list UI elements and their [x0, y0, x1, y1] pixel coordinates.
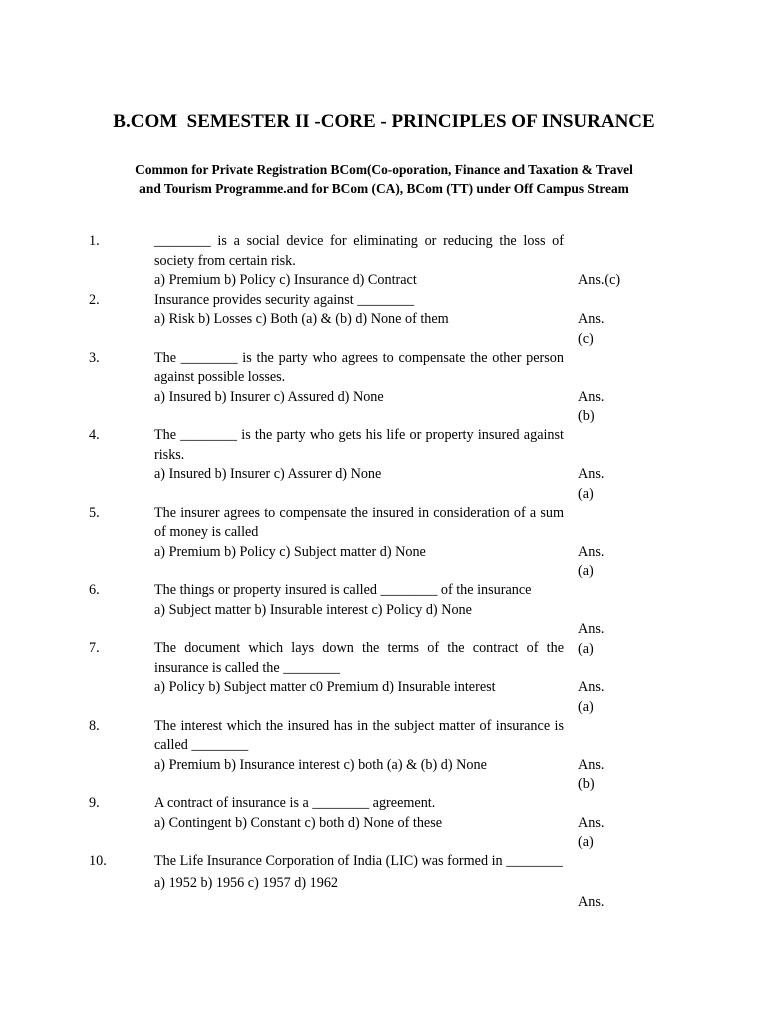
- question-stem: The Life Insurance Corporation of India (LIC) was formed in ________: [154, 853, 563, 869]
- question-stem: The document which lays down the terms of the contract of the insurance is called the ________: [154, 640, 564, 676]
- answer-value: (a): [578, 485, 594, 502]
- question-body: [154, 639, 564, 698]
- question-item: [0, 794, 768, 850]
- question-item: [0, 581, 768, 657]
- answer: [578, 893, 638, 913]
- question-options: a) Premium b) Insurance interest c) both (a) & (b) d) None: [154, 756, 487, 773]
- question-body: [154, 232, 564, 291]
- question-body: [154, 426, 564, 485]
- question-options: a) 1952 b) 1956 c) 1957 d) 1962: [154, 874, 339, 891]
- answer: [578, 678, 638, 717]
- question-stem: A contract of insurance is a ________ agreement.: [154, 795, 436, 811]
- question-number: 7.: [89, 640, 100, 656]
- question-number: 3.: [89, 349, 100, 366]
- page-title: B.COM SEMESTER II -CORE - PRINCIPLES OF INSURANCE: [113, 111, 655, 132]
- answer-label: Ans.: [578, 466, 605, 482]
- question-stem: The things or property insured is called ________ of the insurance: [154, 582, 532, 598]
- question-list: [0, 232, 768, 910]
- answer-label: Ans.: [578, 621, 605, 637]
- question-body: [154, 794, 564, 833]
- answer-label: Ans.: [578, 311, 605, 327]
- question-body: [154, 717, 564, 776]
- question-body: [154, 291, 564, 330]
- question-item: [0, 639, 768, 715]
- answer-label: Ans.: [578, 814, 605, 831]
- question-stem: The interest which the insured has in the subject matter of insurance is called ________: [154, 717, 564, 753]
- question-item: [0, 232, 768, 291]
- question-body: [154, 504, 564, 563]
- question-stem: ________ is a social device for eliminating or reducing the loss of society from certain risk.: [154, 233, 564, 269]
- answer-label: Ans.: [578, 388, 605, 405]
- question-stem: The ________ is the party who agrees to compensate the other person against possible losses.: [154, 349, 564, 385]
- question-number: 9.: [89, 795, 100, 811]
- answer-label: Ans.: [578, 756, 605, 773]
- answer-label: Ans.(c): [578, 272, 621, 288]
- subtitle-line: Common for Private Registration BCom(Co-oporation, Finance and Taxation & Travel: [135, 162, 633, 177]
- question-item: [0, 504, 768, 579]
- question-number: 2.: [89, 291, 100, 308]
- question-body: [154, 581, 564, 620]
- question-number: 1.: [89, 233, 100, 249]
- answer: [578, 814, 638, 853]
- answer: [578, 756, 638, 795]
- subtitle-line: and Tourism Programme.and for BCom (CA), BCom (TT) under Off Campus Stream: [139, 181, 629, 196]
- question-item: [0, 426, 768, 502]
- answer: [578, 465, 638, 504]
- question-body: [154, 349, 564, 408]
- question-item: [0, 717, 768, 792]
- answer-label: Ans.: [578, 894, 605, 910]
- question-item: [0, 852, 768, 910]
- question-stem: Insurance provides security against ________: [154, 291, 415, 308]
- answer: [578, 310, 638, 349]
- question-options: a) Subject matter b) Insurable interest c) Policy d) None: [154, 601, 472, 618]
- answer-value: (a): [578, 563, 594, 579]
- answer-value: (a): [578, 640, 594, 657]
- question-item: [0, 291, 768, 347]
- question-stem: The ________ is the party who gets his life or property insured against risks.: [154, 427, 564, 463]
- answer: [578, 271, 638, 291]
- question-number: 4.: [89, 427, 100, 443]
- answer-value: (b): [578, 408, 595, 424]
- answer: [578, 388, 638, 427]
- question-body: [154, 852, 564, 893]
- question-item: [0, 349, 768, 424]
- question-options: a) Premium b) Policy c) Insurance d) Contract: [154, 272, 417, 288]
- question-number: 10.: [89, 853, 107, 869]
- question-stem: The insurer agrees to compensate the insured in consideration of a sum of money is called: [154, 504, 564, 540]
- question-options: a) Insured b) Insurer c) Assurer d) None: [154, 466, 382, 482]
- answer-value: (a): [578, 834, 594, 850]
- question-number: 8.: [89, 717, 100, 734]
- answer-value: (c): [578, 330, 594, 347]
- page-subtitle: [0, 160, 768, 198]
- question-options: a) Insured b) Insurer c) Assured d) None: [154, 388, 384, 405]
- question-options: a) Risk b) Losses c) Both (a) & (b) d) None of them: [154, 311, 449, 327]
- answer-label: Ans.: [578, 543, 605, 560]
- answer-value: (b): [578, 776, 595, 792]
- question-options: a) Policy b) Subject matter c0 Premium d) Insurable interest: [154, 679, 496, 695]
- answer-label: Ans.: [578, 679, 605, 695]
- answer-value: (a): [578, 698, 594, 715]
- question-options: a) Premium b) Policy c) Subject matter d) None: [154, 543, 426, 560]
- question-options: a) Contingent b) Constant c) both d) None of these: [154, 814, 443, 831]
- answer: [578, 543, 638, 582]
- question-number: 6.: [89, 582, 100, 598]
- question-number: 5.: [89, 504, 100, 521]
